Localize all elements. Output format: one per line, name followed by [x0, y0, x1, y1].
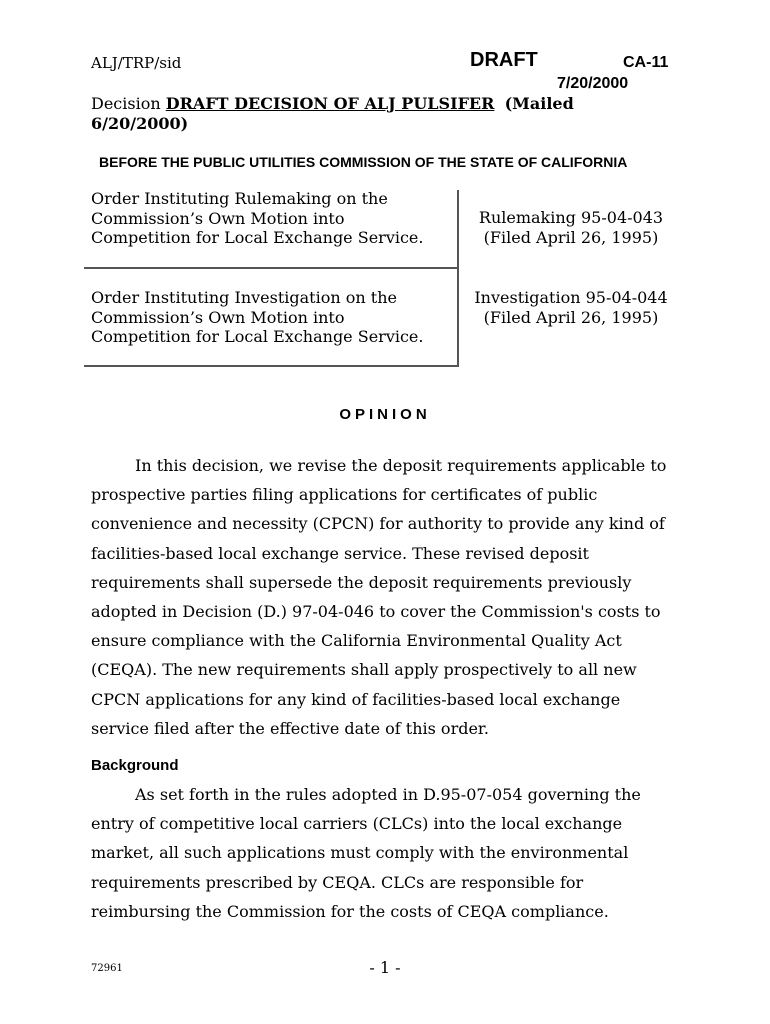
- intro-paragraph: [91, 451, 691, 743]
- case-number-investigation: [458, 288, 684, 327]
- filed-date: (Filed April 26, 1995): [483, 307, 659, 327]
- paragraph-line: ensure compliance with the California Environmental Quality Act: [91, 631, 622, 651]
- caption-line: Commission’s Own Motion into: [91, 307, 345, 327]
- commission-heading: BEFORE THE PUBLIC UTILITIES COMMISSION OF THE STATE OF CALIFORNIA: [99, 154, 628, 170]
- caption-line: Competition for Local Exchange Service.: [91, 228, 424, 247]
- draft-date: 7/20/2000: [557, 75, 629, 92]
- caption-line: Commission’s Own Motion into: [91, 208, 345, 228]
- caption-rule-2: [84, 365, 458, 367]
- decision-title: DRAFT DECISION OF ALJ PULSIFER: [165, 94, 495, 113]
- document-id: 72961: [91, 963, 123, 974]
- paragraph-line: facilities-based local exchange service. These revised deposit: [91, 543, 589, 563]
- caption-line: Order Instituting Investigation on the: [91, 288, 397, 307]
- paragraph-line: In this decision, we revise the deposit requirements applicable to: [135, 456, 667, 475]
- mailed-date: (Mailed 6/20/2000): [91, 94, 574, 133]
- agenda-item: CA-11: [623, 54, 669, 71]
- paragraph-line: (CEQA). The new requirements shall apply prospectively to all new: [91, 660, 637, 680]
- opinion-heading: OPINION: [339, 406, 431, 423]
- paragraph-line: convenience and necessity (CPCN) for authority to provide any kind of: [91, 514, 665, 534]
- decision-prefix: Decision: [91, 94, 161, 113]
- filed-date: (Filed April 26, 1995): [483, 227, 659, 247]
- caption-line: Order Instituting Rulemaking on the: [91, 189, 388, 208]
- paragraph-line: reimbursing the Commission for the costs of CEQA compliance.: [91, 901, 609, 921]
- paragraph-line: requirements prescribed by CEQA. CLCs are responsible for: [91, 872, 584, 892]
- caption-rule-1: [84, 267, 458, 269]
- page-number: - 1 -: [369, 958, 401, 977]
- background-heading: Background: [91, 757, 179, 774]
- case-number: Rulemaking 95-04-043: [478, 208, 664, 227]
- paragraph-line: requirements shall supersede the deposit requirements previously: [91, 572, 632, 592]
- caption-description-rulemaking: [91, 189, 423, 248]
- file-code: ALJ/TRP/sid: [91, 54, 182, 72]
- paragraph-line: adopted in Decision (D.) 97-04-046 to cover the Commission's costs to: [91, 602, 661, 622]
- case-number-rulemaking: [458, 208, 684, 247]
- caption-line: Competition for Local Exchange Service.: [91, 327, 424, 346]
- paragraph-line: prospective parties filing applications for certificates of public: [91, 485, 598, 505]
- paragraph-line: entry of competitive local carriers (CLCs) into the local exchange: [91, 814, 623, 834]
- caption-description-investigation: [91, 288, 423, 347]
- paragraph-line: As set forth in the rules adopted in D.95-07-054 governing the: [135, 785, 641, 804]
- paragraph-line: market, all such applications must comply with the environmental: [91, 843, 629, 863]
- paragraph-line: service filed after the effective date of this order.: [91, 718, 489, 738]
- decision-line: [91, 94, 611, 134]
- paragraph-line: CPCN applications for any kind of facilities-based local exchange: [91, 689, 621, 709]
- draft-label: DRAFT: [470, 49, 538, 71]
- case-number: Investigation 95-04-044: [474, 288, 668, 307]
- background-paragraph: [91, 780, 691, 926]
